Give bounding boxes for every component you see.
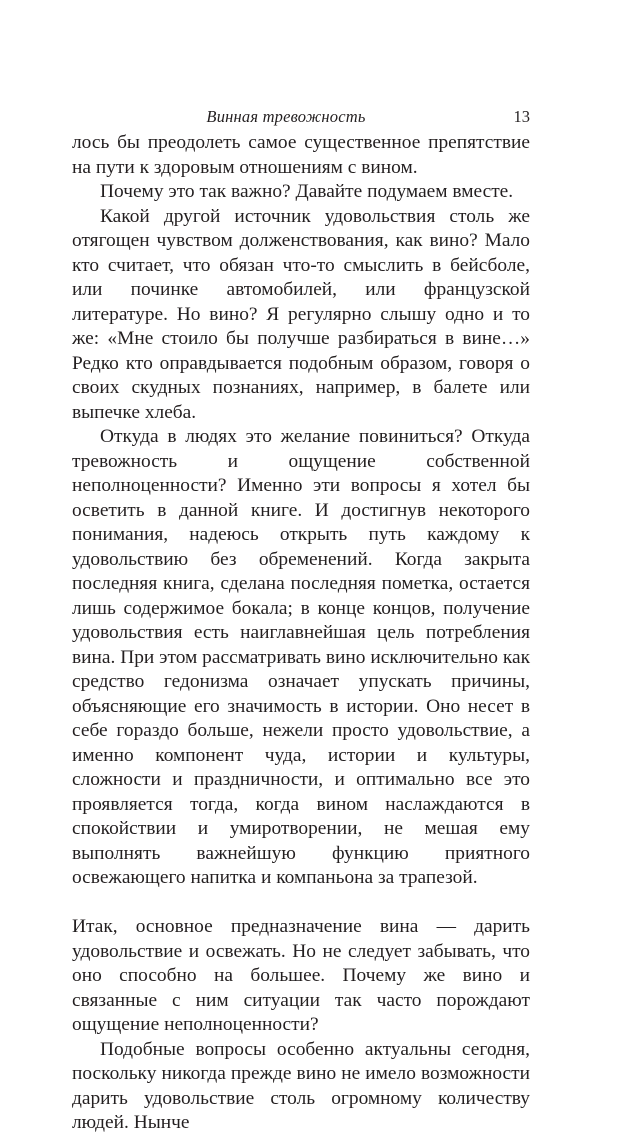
body-text	[72, 131, 530, 1136]
page-number: 13	[513, 107, 530, 126]
running-title: Винная тревожность	[206, 107, 366, 126]
paragraph: Откуда в людях это желание повиниться? Откуда тревожность и ощущение собственной неполноценности? Именно эти вопросы я хотел бы осветить в данной книге. И достигнув некоторого понимания, надеюсь открыть путь каждому к удовольствию без обременений. Когда закрыта последняя книга, сделана последняя пометка, остается лишь содержимое бокала; в конце концов, получение удовольствия есть наиглавнейшая цель потребления вина. При этом рассматривать вино исключительно как средство гедонизма означает упускать причины, объясняющие его значимость в истории. Оно несет в себе гораздо больше, нежели просто удовольствие, а именно компонент чуда, истории и культуры, сложности и праздничности, и оптимально все это проявляется тогда, когда вином наслаждаются в спокойствии и умиротворении, не мешая ему выполнять важнейшую функцию приятного освежающего напитка и компаньона за трапезой.	[72, 426, 530, 888]
paragraph-continuation: лось бы преодолеть самое существенное препятствие на пути к здоровым отношениям с вином.	[72, 132, 530, 178]
running-head	[0, 107, 644, 131]
paragraph: Какой другой источник удовольствия столь же отягощен чувством долженствования, как вино? Мало кто считает, что обязан что-то смыслить в бейсболе, или починке автомобилей, или французской литературе. Но вино? Я регулярно слышу одно и то же: «Мне стоило бы получше разбираться в вине…» Редко кто оправдывается подобным образом, говоря о своих скудных познаниях, например, в балете или выпечке хлеба.	[72, 205, 530, 423]
section-start-paragraph: Итак, основное предназначение вина — дарить удовольствие и освежать. Но не следует забывать, что оно способно на большее. Почему же вино и связанные с ним ситуации так часто порождают ощущение неполноценности?	[72, 916, 530, 1035]
paragraph: Почему это так важно? Давайте подумаем вместе.	[100, 181, 514, 202]
paragraph: Подобные вопросы особенно актуальны сегодня, поскольку никогда прежде вино не имело возможности дарить удовольствие столь огромному количеству людей. Нынче	[72, 1038, 530, 1133]
